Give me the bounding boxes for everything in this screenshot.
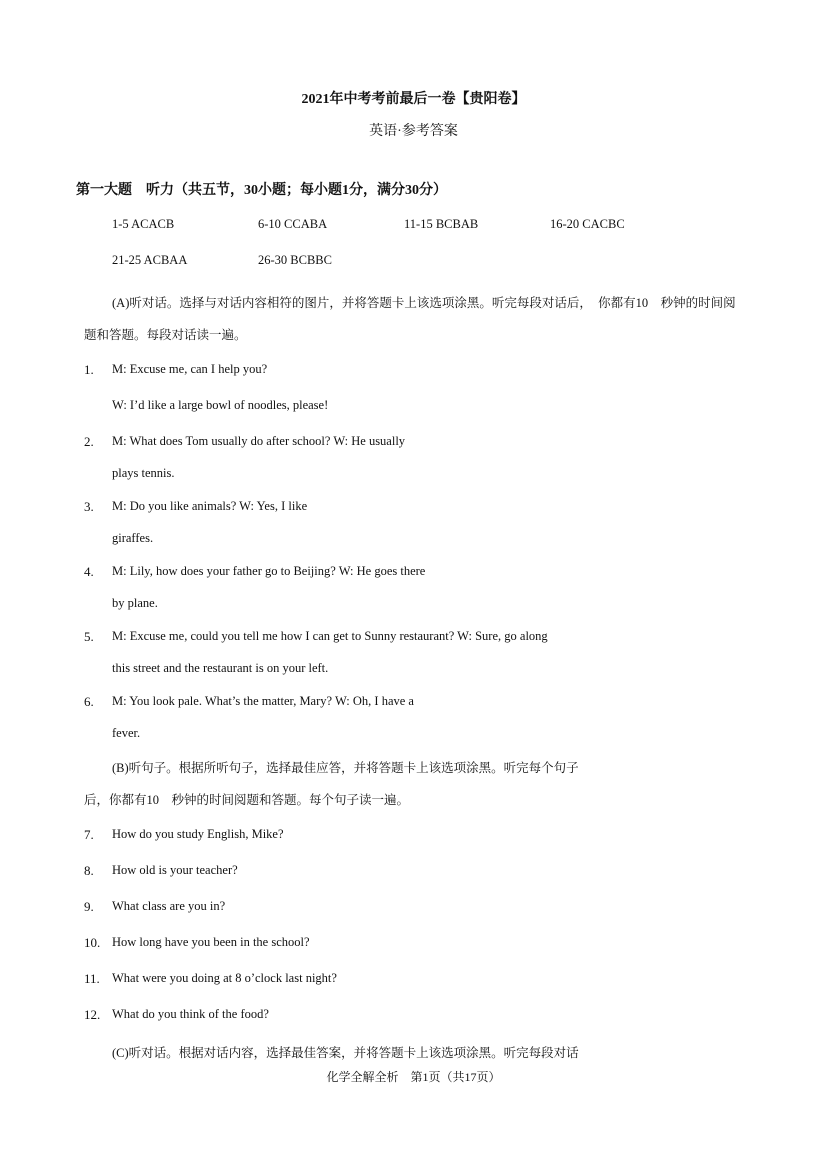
dialogue-line: M: You look pale. What’s the matter, Mary? W: Oh, I have a	[112, 694, 414, 708]
dialogue-line: M: Lily, how does your father go to Beijing? W: He goes there	[112, 564, 426, 578]
sentence-text: How do you study English, Mike?	[112, 827, 284, 841]
answer-key-1-5: 1-5 ACACB	[112, 217, 175, 231]
sentence-text: What were you doing at 8 o’clock last night?	[112, 971, 337, 985]
dialogue-line: giraffes.	[112, 531, 154, 545]
item-number: 6.	[84, 694, 94, 709]
answer-key-11-15: 11-15 BCBAB	[404, 217, 479, 231]
answer-key-6-10: 6-10 CCABA	[258, 217, 328, 231]
item-number: 4.	[84, 564, 94, 579]
item-number: 3.	[84, 499, 94, 514]
dialogue-line: M: Do you like animals? W: Yes, I like	[112, 499, 308, 513]
item-number: 10.	[84, 935, 101, 950]
sentence-text: How old is your teacher?	[112, 863, 238, 877]
item-number: 9.	[84, 899, 94, 914]
dialogue-line: plays tennis.	[112, 466, 175, 480]
item-number: 2.	[84, 434, 94, 449]
dialogue-line: fever.	[112, 726, 141, 740]
item-number: 7.	[84, 827, 94, 842]
part-b-instruction-line2: 后，你都有10 秒钟的时间阅题和答题。每个句子读一遍。	[84, 793, 410, 807]
section-heading: 第一大题 听力（共五节，30小题；每小题1分，满分30分）	[76, 183, 447, 198]
part-a-instruction-line2: 题和答题。每段对话读一遍。	[84, 328, 247, 342]
part-a-instruction-line1: (A)听对话。选择与对话内容相符的图片，并将答题卡上该选项涂黑。听完每段对话后， 你都有10 秒钟的时间阅	[112, 296, 736, 310]
sentence-text: How long have you been in the school?	[112, 935, 310, 949]
dialogue-line: this street and the restaurant is on your left.	[112, 661, 329, 675]
dialogue-line: M: What does Tom usually do after school? W: He usually	[112, 434, 406, 448]
part-b-instruction-line1: (B)听句子。根据所听句子，选择最佳应答，并将答题卡上该选项涂黑。听完每个句子	[112, 761, 579, 775]
answer-key-21-25: 21-25 ACBAA	[112, 253, 188, 267]
part-c-instruction-line1: (C)听对话。根据对话内容，选择最佳答案，并将答题卡上该选项涂黑。听完每段对话	[112, 1046, 579, 1060]
sentence-text: What class are you in?	[112, 899, 226, 913]
dialogue-line: M: Excuse me, could you tell me how I can get to Sunny restaurant? W: Sure, go along	[112, 629, 548, 643]
page-footer: 化学全解全析 第1页（共17页）	[326, 1070, 501, 1084]
item-number: 8.	[84, 863, 94, 878]
dialogue-line: W: I’d like a large bowl of noodles, please!	[112, 398, 329, 412]
sentence-text: What do you think of the food?	[112, 1007, 269, 1021]
item-number: 12.	[84, 1007, 101, 1022]
item-number: 1.	[84, 362, 94, 377]
dialogue-line: M: Excuse me, can I help you?	[112, 362, 268, 376]
item-number: 5.	[84, 629, 94, 644]
page-subtitle: 英语·参考答案	[369, 124, 458, 139]
item-number: 11.	[84, 971, 100, 986]
answer-key-26-30: 26-30 BCBBC	[258, 253, 332, 267]
dialogue-line: by plane.	[112, 596, 158, 610]
answer-key-16-20: 16-20 CACBC	[550, 217, 625, 231]
page-title: 2021年中考考前最后一卷【贵阳卷】	[301, 92, 526, 107]
